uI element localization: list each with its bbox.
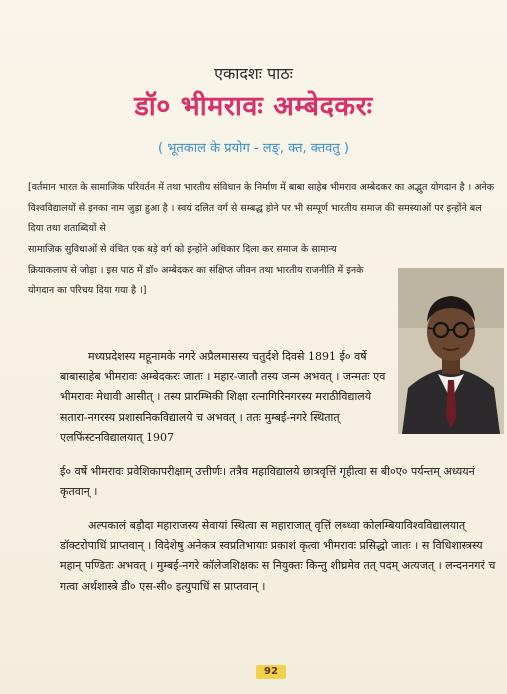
lesson-title: डॉ० भीमरावः अम्बेदकरः [134, 91, 373, 122]
body-paragraph-1-continued: ई० वर्षे भीमरावः प्रवेशिकापरीक्षाम् उत्तीर्णः। तत्रैव महाविद्यालये छात्रवृत्तिं गृहीत्वा स बी०ए० पर्यन्तम् अध्ययनं कृतवान् । [60, 465, 475, 499]
body-paragraph-1: मध्यप्रदेशस्य महूनामके नगरे अप्रैलमासस्य चतुर्दशे दिवसे 1891 ई० वर्षे बाबासाहेब भीमरावः अम्बेदकरः जातः । महार-जातौ तस्य जन्म अभवत् । जन्मतः एव भीमरावः मेधावी आसीत् । तस्य प्रारम्भिकी शिक्षा रत्नागिरिनगरस्य मराठीविद्यालये सतारा-नगरस्य प्रशासनिकविद्यालये च अभवत् । ततः मुम्बई-नगरे स्थितात् एलफिंस्टनविद्यालयात् 1907 [60, 350, 386, 444]
lesson-subtitle: ( भूतकाल के प्रयोग - लङ्, क्त, क्तवतु ) [158, 141, 349, 156]
intro-paragraph-top: [वर्तमान भारत के सामाजिक परिवर्तन में तथा भारतीय संविधान के निर्माण में बाबा साहेब भीमराव अम्बेदकर का अद्भुत योगदान है । अनेक विश्वविद्यालयों से इनका नाम जुड़ा हुआ है । स्वयं दलित वर्ग से सम्बद्ध होने पर भी सम्पूर्ण भारतीय समाज की समस्याओं पर इन्होंने बल दिया तथा शताब्दियों से [28, 182, 495, 234]
page-number: 92 [256, 665, 286, 679]
body-paragraph-2: अल्पकालं बड़ौदा महाराजस्य सेवायां स्थित्वा स महाराजात् वृत्तिं लब्ध्वा कोलम्बियाविश्वविद्यालयात् डॉक्टरोपाधिं प्राप्तवान् । विदेशेषु अनेकत्र स्वप्रतिभायाः प्रकाशं कृत्वा भीमरावः प्रसिद्धो जातः । स विधिशास्त्रस्य महान् पण्डितः अभवत् । मुम्बई-नगरे कॉलेजशिक्षकः स नियुक्तः किन्तु शीघ्रमेव तत् पदम् अत्यजत् । लन्दननगरं च गत्वा अर्थशास्त्रे डी० एस-सी० इत्युपाधिं स प्राप्तवान् । [60, 519, 496, 593]
portrait-image [398, 268, 504, 434]
intro-paragraph-bottom: सामाजिक सुविधाओं से वंचित एक बड़े वर्ग को इन्होंने अधिकार दिला कर समाज के सामान्य क्रियाकलाप से जोड़ा । इस पाठ में डॉ० अम्बेदकर का संक्षिप्त जीवन तथा भारतीय राजनीति में इनके योगदान का परिचय दिया गया है ।] [28, 244, 364, 296]
chapter-label: एकादशः पाठः [214, 64, 293, 83]
